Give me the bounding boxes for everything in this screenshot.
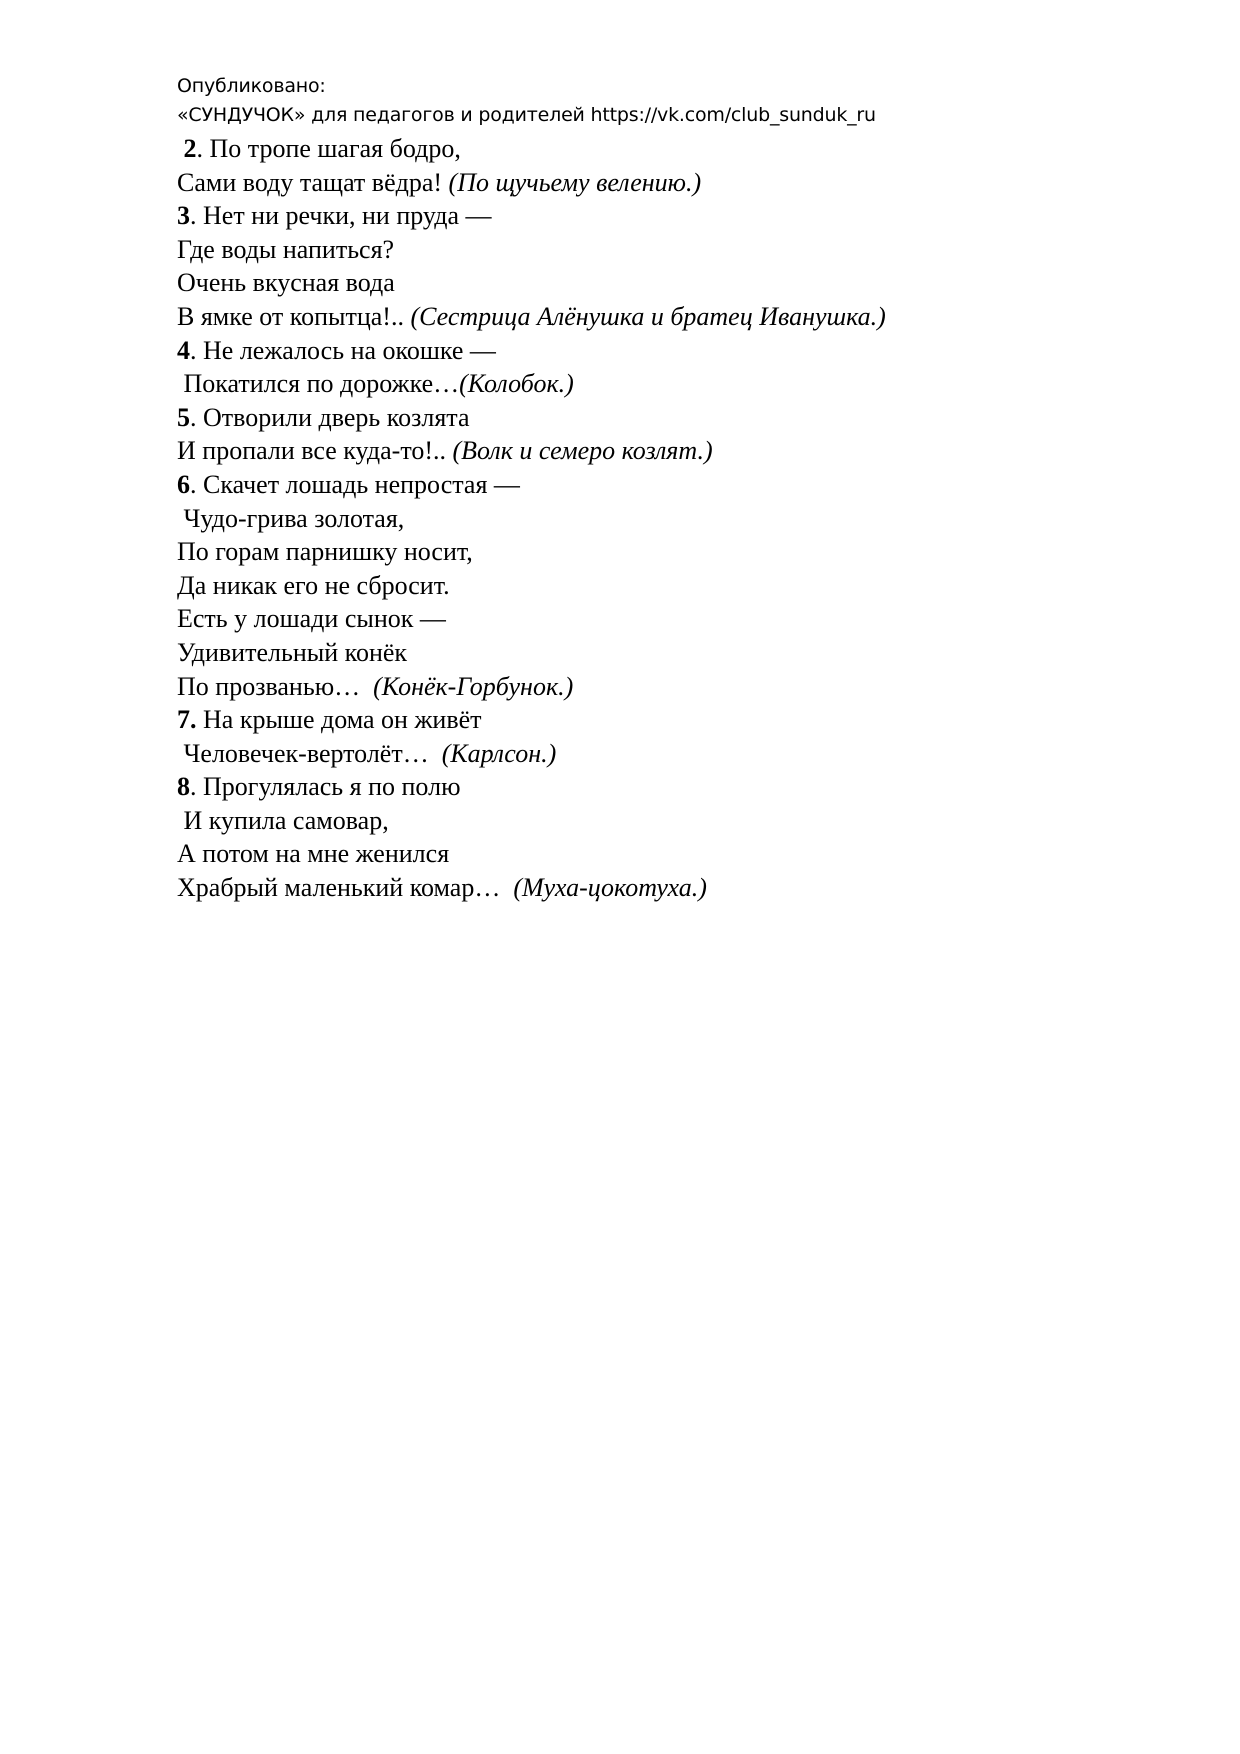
riddle-line-text: . Скачет лошадь непростая —: [190, 469, 520, 499]
riddle-line-text: Очень вкусная вода: [177, 268, 395, 298]
text-line: [177, 401, 886, 435]
riddle-line-text: Сами воду тащат вёдра!: [177, 167, 449, 197]
riddle-number: 3: [177, 201, 190, 231]
text-line: [177, 871, 886, 905]
text-line: [177, 602, 886, 636]
text-line: [177, 468, 886, 502]
riddle-number: 5: [177, 402, 190, 432]
riddle-line-text: А потом на мне женился: [177, 839, 450, 869]
riddle-line-text: И купила самовар,: [183, 805, 389, 835]
riddle-line-text: На крыше дома он живёт: [196, 705, 482, 735]
riddle-number: 8: [177, 772, 190, 802]
riddle-line-text: Да никак его не сбросит.: [177, 570, 450, 600]
riddle-line-text: . Нет ни речки, ни пруда —: [190, 201, 492, 231]
text-line: [177, 166, 886, 200]
riddle-line-text: Где воды напиться?: [177, 234, 395, 264]
riddle-answer: (Сестрица Алёнушка и братец Иванушка.): [410, 301, 886, 331]
text-line: [177, 770, 886, 804]
text-line: [177, 132, 886, 166]
text-line: [177, 502, 886, 536]
source-line: «СУНДУЧОК» для педагогов и родителей https://vk.com/club_sunduk_ru: [177, 104, 876, 126]
text-line: [177, 199, 886, 233]
riddle-line-text: Удивительный конёк: [177, 637, 408, 667]
text-line: [177, 266, 886, 300]
text-line: [177, 334, 886, 368]
text-line: [177, 703, 886, 737]
text-line: [177, 233, 886, 267]
riddle-answer: (По щучьему велению.): [448, 167, 702, 197]
text-line: [177, 434, 886, 468]
text-line: [177, 535, 886, 569]
riddle-line-text: Человечек-вертолёт…: [183, 738, 442, 768]
riddle-text: [177, 132, 886, 905]
riddle-line-text: . Прогулялась я по полю: [190, 772, 461, 802]
riddle-answer: (Карлсон.): [441, 738, 557, 768]
riddle-number: 4: [177, 335, 190, 365]
riddle-line-text: . Не лежалось на окошке —: [190, 335, 496, 365]
riddle-answer: (Конёк-Горбунок.): [373, 671, 574, 701]
publication-header: [177, 72, 876, 130]
text-line: [177, 670, 886, 704]
riddle-line-text: . По тропе шагая бодро,: [196, 134, 461, 163]
text-line: [177, 804, 886, 838]
riddle-answer: (Волк и семеро козлят.): [452, 436, 713, 466]
riddle-number: 6: [177, 469, 190, 499]
riddle-line-text: По прозванью…: [177, 671, 374, 701]
riddle-line-text: Чудо-грива золотая,: [183, 503, 405, 533]
text-line: [177, 367, 886, 401]
text-line: [177, 636, 886, 670]
riddle-answer: (Муха-цокотуха.): [513, 873, 707, 903]
riddle-line-text: Есть у лошади сынок —: [177, 604, 446, 634]
riddle-line-text: . Отворили дверь козлята: [190, 402, 470, 432]
text-line: [177, 569, 886, 603]
riddle-line-text: Храбрый маленький комар…: [177, 873, 514, 903]
riddle-line-text: И пропали все куда-то!..: [177, 436, 453, 466]
riddle-line-text: По горам парнишку носит,: [177, 537, 473, 567]
riddle-number: 2: [183, 134, 197, 163]
riddle-line-text: Покатился по дорожке…: [183, 369, 460, 399]
published-label: Опубликовано:: [177, 75, 326, 97]
text-line: [177, 737, 886, 771]
riddle-number: 7.: [177, 705, 197, 735]
riddle-answer: (Колобок.): [459, 369, 574, 399]
text-line: [177, 837, 886, 871]
text-line: [177, 300, 886, 334]
riddle-line-text: В ямке от копытца!..: [177, 301, 411, 331]
